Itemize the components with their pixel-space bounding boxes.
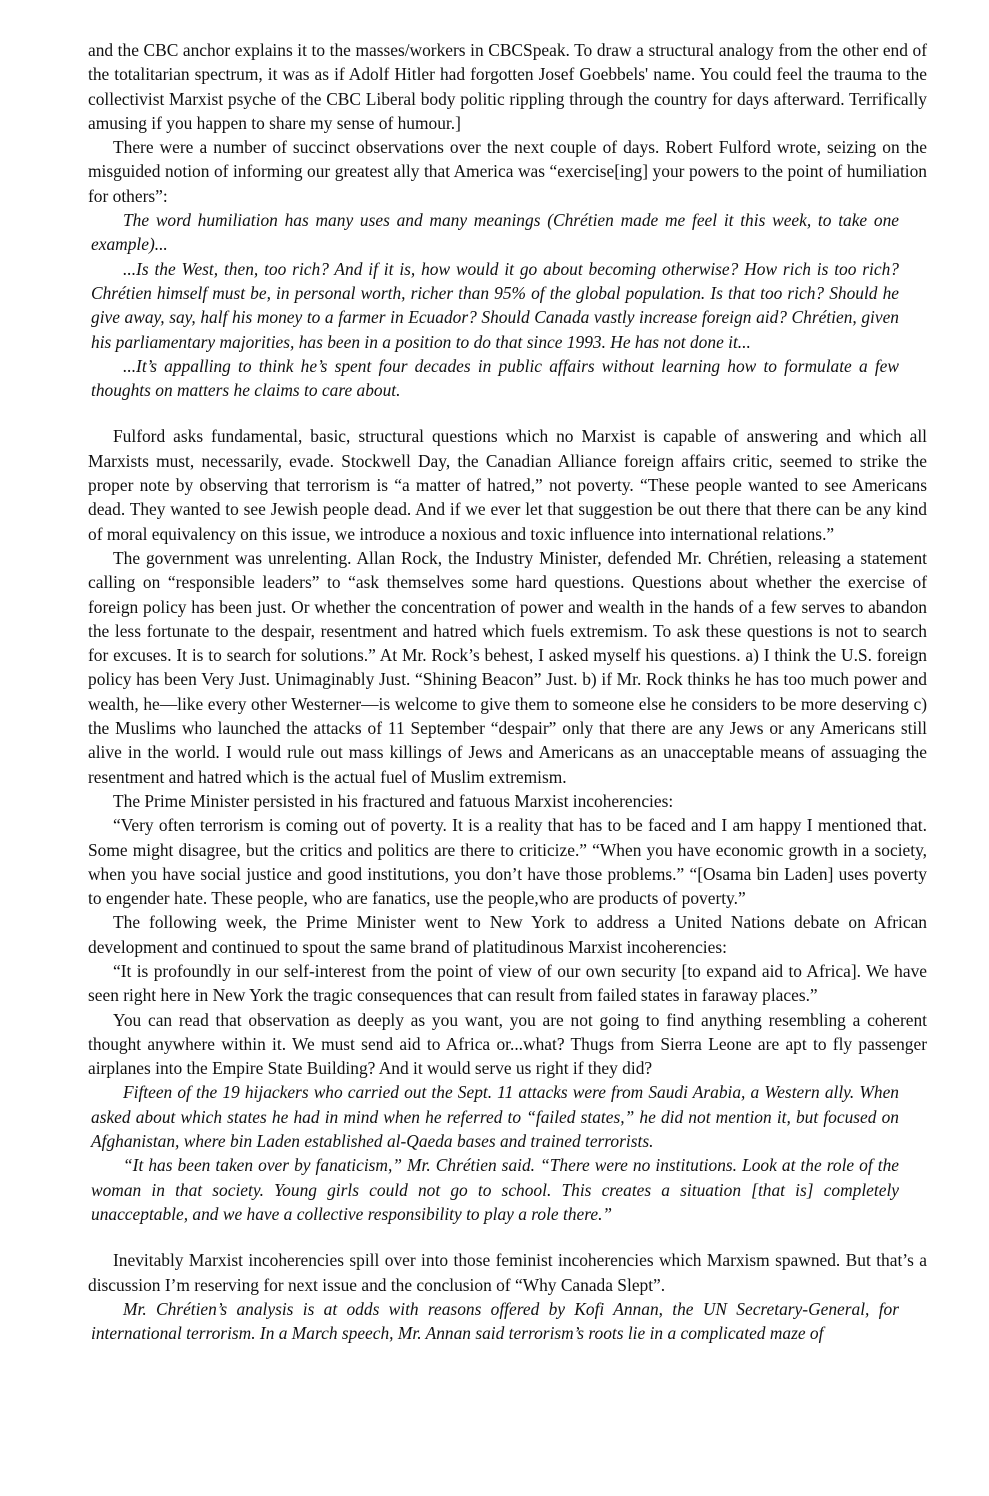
- quote-paragraph: Mr. Chrétien’s analysis is at odds with reasons offered by Kofi Annan, the UN Secretary-General, for international terrorism. In a March speech, Mr. Annan said terrorism’s roots lie in a complicated maze of: [91, 1298, 899, 1344]
- quote-paragraph: The word humiliation has many uses and many meanings (Chrétien made me feel it this week, to take one example)...: [91, 210, 899, 255]
- paragraph: The following week, the Prime Minister went to New York to address a United Nations debate on African development and continued to spout the same brand of platitudinous Marxist incoherencies:: [88, 912, 927, 957]
- paragraph: Inevitably Marxist incoherencies spill over into those feminist incoherencies which Marxism spawned. But that’s a discussion I’m reserving for next issue and the conclusion of “Why Canada Slept”.: [88, 1250, 927, 1295]
- paragraph: The Prime Minister persisted in his fractured and fatuous Marxist incoherencies:: [113, 790, 674, 811]
- paragraph: You can read that observation as deeply as you want, you are not going to find anything resembling a coherent thought anywhere within it. We must send aid to Africa or...what? Thugs from Sierra Leone are apt to fly passenger airplanes into the Empire State Building? And it would serve us right if they did?: [88, 1009, 927, 1079]
- paragraph: “Very often terrorism is coming out of poverty. It is a reality that has to be faced and I am happy I mentioned that. Some might disagree, but the critics and politics are there to criticize.” “When you have economic growth in a society, when you have social justice and good institutions, you don’t have those problems.” “[Osama bin Laden] uses poverty to engender hate. These people, who are fanatics, use the people,who are products of poverty.”: [88, 815, 927, 909]
- quote-paragraph: ...Is the West, then, too rich? And if it is, how would it go about becoming otherwise? How rich is too rich? Chrétien himself must be, in personal worth, richer than 95% of the global population. Is that too rich? Should he give away, say, half his money to a farmer in Ecuador? Should Canada vastly increase foreign aid? Chrétien, given his parliamentary majorities, has been in a position to do that since 1993. He has not done it...: [91, 258, 899, 352]
- quote-paragraph: “It has been taken over by fanaticism,” Mr. Chrétien said. “There were no institutions. Look at the role of the woman in that society. Young girls could not go to school. This creates a situation [that is] completely unacceptable, and we have a collective responsibility to play a role there.”: [91, 1155, 899, 1224]
- paragraph: “It is profoundly in our self-interest from the point of view of our own security [to expand aid to Africa]. We have seen right here in New York the tragic consequences that can result from failed states in faraway places.”: [88, 960, 927, 1006]
- quote-paragraph: ...It’s appalling to think he’s spent four decades in public affairs without learning how to formulate a few thoughts on matters he claims to care about.: [91, 355, 899, 401]
- paragraph: and the CBC anchor explains it to the masses/workers in CBCSpeak. To draw a structural analogy from the other end of the totalitarian spectrum, it was as if Adolf Hitler had forgotten Josef Goebbels' name. You could feel the trauma to the collectivist Marxist psyche of the CBC Liberal body politic rippling through the country for days afterward. Terrifically amusing if you happen to share my sense of humour.]: [88, 40, 927, 133]
- block-quote-news: [88, 1080, 927, 1226]
- paragraph: Fulford asks fundamental, basic, structural questions which no Marxist is capable of answering and which all Marxists must, necessarily, evade. Stockwell Day, the Canadian Alliance foreign affairs critic, seemed to strike the proper note by observing that terrorism is “a matter of hatred,” not poverty. “These people wanted to see Americans dead. They wanted to see Jewish people dead. And if we ever let that suggestion be out there that there can be any kind of moral equivalency on this issue, we introduce a noxious and toxic influence into international relations.”: [88, 426, 927, 544]
- paragraph: There were a number of succinct observations over the next couple of days. Robert Fulford wrote, seizing on the misguided notion of informing our greatest ally that America was “exercise[ing] your powers to the point of humiliation for others”:: [88, 137, 927, 206]
- block-quote-fulford: [88, 208, 927, 402]
- block-quote-annan: [88, 1297, 927, 1346]
- quote-paragraph: Fifteen of the 19 hijackers who carried out the Sept. 11 attacks were from Saudi Arabia, a Western ally. When asked about which states he had in mind when he referred to “failed states,” he did not mention it, but focused on Afghanistan, where bin Laden established al-Qaeda bases and trained terrorists.: [91, 1082, 899, 1152]
- paragraph: The government was unrelenting. Allan Rock, the Industry Minister, defended Mr. Chrétien, releasing a statement calling on “responsible leaders” to “ask themselves some hard questions. Questions about whether the exercise of foreign policy has been just. Or whether the concentration of power and wealth in the hands of a few serves to abandon the less fortunate to the despair, resentment and hatred which fuels extremism. To ask these questions is not to search for excuses. It is to search for solutions.” At Mr. Rock’s behest, I asked myself his questions. a) I think the U.S. foreign policy has been Very Just. Unimaginably Just. “Shining Beacon” Just. b) if Mr. Rock thinks he has too much power and wealth, he—like every other Westerner—is welcome to give them to someone else he considers to be more deserving c) the Muslims who launched the attacks of 11 September “despair” only that there are any Jews or any Americans still alive in the world. I would rule out mass killings of Jews and Americans as an unacceptable means of assuaging the resentment and hatred which is the actual fuel of Muslim extremism.: [88, 547, 927, 787]
